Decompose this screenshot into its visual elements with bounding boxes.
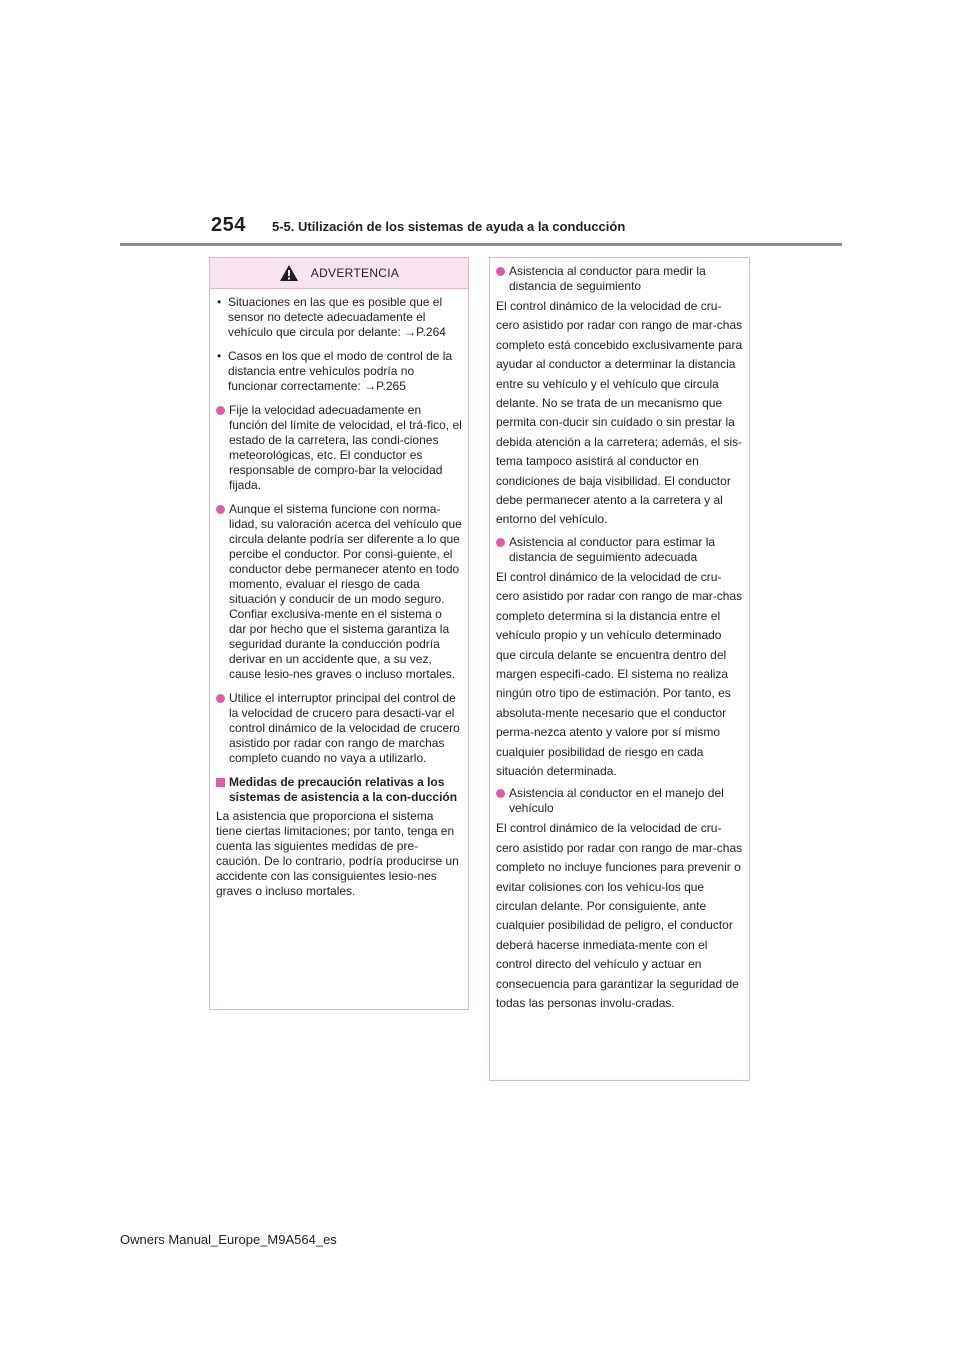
bullet-icon: • — [217, 295, 222, 309]
header-rule — [120, 243, 842, 246]
subheading-text: Medidas de precaución relativas a los sistemas de asistencia a la con-ducción — [229, 775, 458, 804]
list-item-text: Situaciones en las que es posible que el sensor no detecte adecuadamente el vehículo que circula por delante: →P.264 — [228, 295, 446, 339]
paragraph: El control dinámico de la velocidad de cru-cero asistido por radar con rango de mar-chas completo no incluye funciones para prevenir o evitar colisiones con los vehícu-los que circulan delante. Por consiguiente, ante cualquier posibilidad de peligro, el conductor deberá hacerse inmediata-mente con el control directo del vehículo y actuar en consecuencia para garantizar la seguridad de todas las personas involu-cradas. — [496, 821, 743, 1010]
circle-bullet-icon — [496, 267, 505, 276]
bullet-icon: • — [217, 349, 222, 363]
list-item-text: Casos en los que el modo de control de la distancia entre vehículos podría no funcionar correctamente: →P.265 — [228, 349, 453, 393]
list-item-text: Utilice el interruptor principal del control de la velocidad de crucero para desacti-var el control dinámico de la velocidad de crucero asistido por radar con rango de marchas completo cuando no vaya a utilizarlo. — [229, 691, 460, 765]
list-item-text: Aunque el sistema funcione con norma-lidad, su valoración acerca del vehículo que circula delante podría ser diferente a lo que percibe el conductor. Por consi-guiente, el conductor debe permanecer atento en todo momento, evaluar el riesgo de cada situación y conducir de un modo seguro. Confiar exclusiva-mente en el sistema o dar por hecho que el sistema garantiza la seguridad durante la conducción podría derivar en un accidente que, a su vez, cause lesio-nes graves o incluso mortales. — [229, 502, 462, 681]
warning-body — [210, 289, 468, 899]
list-item — [496, 786, 743, 816]
warning-box — [209, 257, 469, 1010]
list-item — [216, 349, 462, 394]
page-number: 254 — [211, 214, 246, 236]
list-item — [216, 403, 462, 493]
list-item — [496, 264, 743, 294]
list-item — [216, 295, 462, 340]
warning-triangle-icon — [279, 264, 299, 282]
section-title: 5-5. Utilización de los sistemas de ayuda a la conducción — [272, 219, 626, 234]
paragraph: El control dinámico de la velocidad de cru-cero asistido por radar con rango de mar-chas completo está concebido exclusivamente para ayudar al conductor a determinar la distancia entre su vehículo y el vehículo que circula delante. No se trata de un mecanismo que permita con-ducir sin cuidado o sin prestar la debida atención a la carretera; además, el sis-tema tampoco asistirá al conductor en condiciones de baja visibilidad. El conductor debe permanecer atento a la carretera y al entorno del vehículo. — [496, 299, 743, 527]
paragraph: El control dinámico de la velocidad de cru-cero asistido por radar con rango de mar-chas completo determina si la distancia entre el vehículo propio y un vehículo determinado que circula delante se encuentra dentro del margen especifi-cado. El sistema no realiza ningún otro tipo de estimación. Por tanto, es absoluta-mente necesario que el conductor perma-nezca atento y valore por sí mismo cualquier posibilidad de riesgo en cada situación determinada. — [496, 569, 743, 778]
list-item — [496, 535, 743, 565]
paragraph: La asistencia que proporciona el sistema tiene ciertas limitaciones; por tanto, tenga en cuenta las siguientes medidas de pre-caución. De lo contrario, podría producirse un accidente con las consiguientes lesio-nes graves o incluso mortales. — [216, 809, 459, 898]
warning-header — [210, 258, 468, 289]
list-item-text: Asistencia al conductor en el manejo del vehículo — [509, 786, 724, 816]
footer: Owners Manual_Europe_M9A564_es — [120, 1232, 337, 1247]
list-item — [216, 691, 462, 766]
square-bullet-icon — [216, 778, 225, 787]
list-item-text: Asistencia al conductor para medir la distancia de seguimiento — [509, 264, 706, 293]
circle-bullet-icon — [216, 694, 225, 703]
list-item — [216, 502, 462, 682]
circle-bullet-icon — [216, 406, 225, 415]
list-item-text: Fije la velocidad adecuadamente en función del límite de velocidad, el trá-fico, el estado de la carretera, las condi-ciones meteorológicas, etc. El conductor es responsable de compro-bar la velocidad fijada. — [229, 403, 462, 492]
circle-bullet-icon — [216, 505, 225, 514]
circle-bullet-icon — [496, 789, 505, 798]
circle-bullet-icon — [496, 538, 505, 547]
info-box — [489, 257, 750, 1081]
list-item-text: Asistencia al conductor para estimar la distancia de seguimiento adecuada — [509, 534, 716, 564]
info-body — [490, 258, 749, 1013]
warning-title: ADVERTENCIA — [310, 266, 400, 280]
subheading — [216, 775, 462, 805]
